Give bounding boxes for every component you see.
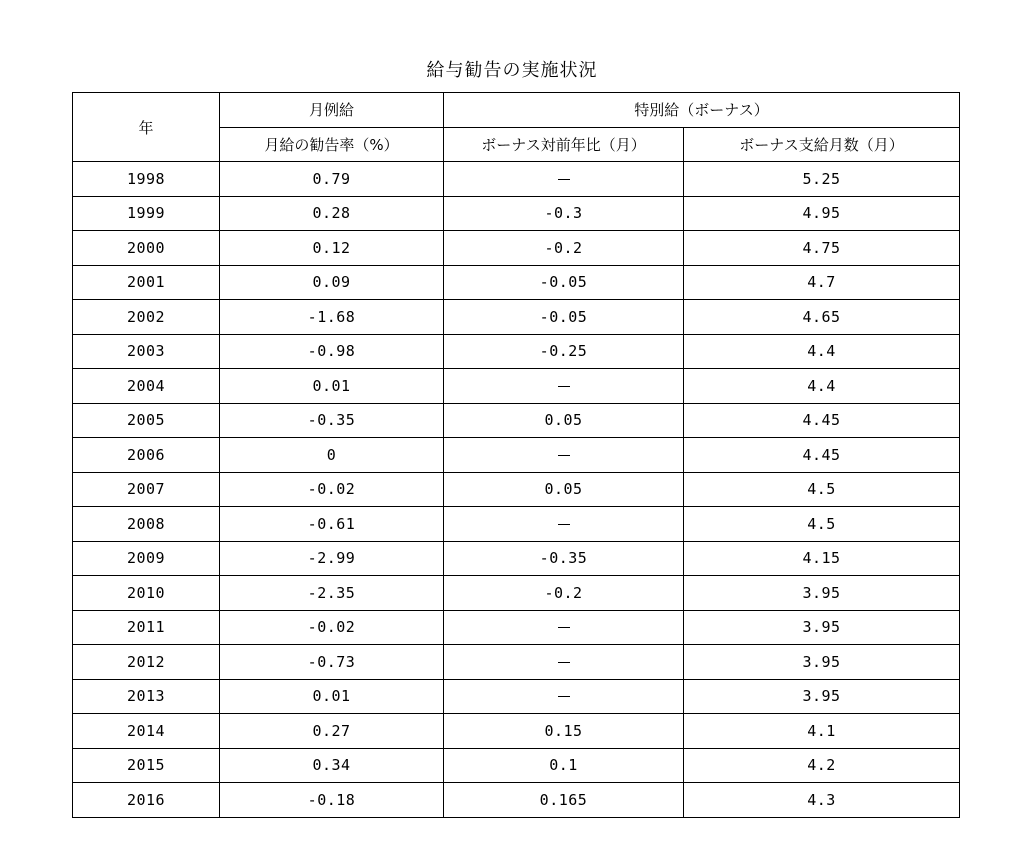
table-row xyxy=(73,783,960,818)
bonus-months-cell: 4.45 xyxy=(684,403,960,438)
bonus-yoy-cell: -0.2 xyxy=(444,231,684,266)
year-cell: 2006 xyxy=(73,438,220,473)
table-row xyxy=(73,265,960,300)
monthly-rate-cell: -0.02 xyxy=(220,610,444,645)
year-cell: 2016 xyxy=(73,783,220,818)
monthly-rate-cell: 0.09 xyxy=(220,265,444,300)
dash-mark xyxy=(558,179,570,180)
monthly-rate-cell: 0.27 xyxy=(220,714,444,749)
dash-mark xyxy=(558,524,570,525)
table-row xyxy=(73,231,960,266)
monthly-rate-cell: 0.01 xyxy=(220,679,444,714)
bonus-months-cell: 4.2 xyxy=(684,748,960,783)
header-row-group xyxy=(73,93,960,128)
bonus-months-cell: 4.65 xyxy=(684,300,960,335)
bonus-months-cell: 4.5 xyxy=(684,507,960,542)
bonus-months-cell: 3.95 xyxy=(684,679,960,714)
table-row xyxy=(73,610,960,645)
bonus-months-cell: 4.75 xyxy=(684,231,960,266)
bonus-months-cell: 4.45 xyxy=(684,438,960,473)
header-special-group: 特別給（ボーナス） xyxy=(444,93,960,128)
year-cell: 2002 xyxy=(73,300,220,335)
year-cell: 2015 xyxy=(73,748,220,783)
monthly-rate-cell: 0 xyxy=(220,438,444,473)
bonus-yoy-cell: -0.05 xyxy=(444,265,684,300)
dash-mark xyxy=(558,386,570,387)
table-row xyxy=(73,300,960,335)
bonus-yoy-cell: -0.3 xyxy=(444,196,684,231)
bonus-yoy-cell: -0.35 xyxy=(444,541,684,576)
monthly-rate-cell: -2.35 xyxy=(220,576,444,611)
year-cell: 2004 xyxy=(73,369,220,404)
year-cell: 2010 xyxy=(73,576,220,611)
bonus-months-cell: 3.95 xyxy=(684,610,960,645)
table-row xyxy=(73,369,960,404)
monthly-rate-cell: -0.98 xyxy=(220,334,444,369)
monthly-rate-cell: -1.68 xyxy=(220,300,444,335)
table-row xyxy=(73,541,960,576)
bonus-yoy-cell: -0.25 xyxy=(444,334,684,369)
bonus-yoy-cell xyxy=(444,438,684,473)
table-row xyxy=(73,196,960,231)
year-cell: 2008 xyxy=(73,507,220,542)
table-row xyxy=(73,748,960,783)
bonus-yoy-cell xyxy=(444,162,684,197)
monthly-rate-cell: 0.34 xyxy=(220,748,444,783)
table-row xyxy=(73,645,960,680)
bonus-yoy-cell: 0.165 xyxy=(444,783,684,818)
table-row xyxy=(73,714,960,749)
header-monthly-group: 月例給 xyxy=(220,93,444,128)
bonus-yoy-cell: 0.15 xyxy=(444,714,684,749)
year-cell: 1999 xyxy=(73,196,220,231)
year-cell: 2011 xyxy=(73,610,220,645)
bonus-months-cell: 4.95 xyxy=(684,196,960,231)
bonus-yoy-cell xyxy=(444,369,684,404)
header-monthly-rate: 月給の勧告率（%） xyxy=(220,127,444,162)
header-bonus-months: ボーナス支給月数（月） xyxy=(684,127,960,162)
table-row xyxy=(73,403,960,438)
salary-recommendation-table xyxy=(72,92,960,818)
bonus-months-cell: 4.15 xyxy=(684,541,960,576)
bonus-yoy-cell xyxy=(444,645,684,680)
monthly-rate-cell: -0.61 xyxy=(220,507,444,542)
monthly-rate-cell: -0.18 xyxy=(220,783,444,818)
bonus-yoy-cell: -0.05 xyxy=(444,300,684,335)
bonus-months-cell: 4.5 xyxy=(684,472,960,507)
dash-mark xyxy=(558,455,570,456)
bonus-months-cell: 4.4 xyxy=(684,334,960,369)
year-cell: 2001 xyxy=(73,265,220,300)
year-cell: 2007 xyxy=(73,472,220,507)
bonus-yoy-cell: 0.1 xyxy=(444,748,684,783)
bonus-months-cell: 4.1 xyxy=(684,714,960,749)
table-header xyxy=(73,93,960,162)
dash-mark xyxy=(558,627,570,628)
year-cell: 2012 xyxy=(73,645,220,680)
monthly-rate-cell: 0.01 xyxy=(220,369,444,404)
table-row xyxy=(73,679,960,714)
bonus-months-cell: 3.95 xyxy=(684,576,960,611)
table-row xyxy=(73,576,960,611)
year-cell: 2009 xyxy=(73,541,220,576)
year-cell: 2013 xyxy=(73,679,220,714)
dash-mark xyxy=(558,696,570,697)
monthly-rate-cell: -0.35 xyxy=(220,403,444,438)
table-row xyxy=(73,162,960,197)
bonus-yoy-cell xyxy=(444,507,684,542)
bonus-yoy-cell: -0.2 xyxy=(444,576,684,611)
table-body xyxy=(73,162,960,818)
bonus-months-cell: 4.4 xyxy=(684,369,960,404)
monthly-rate-cell: 0.28 xyxy=(220,196,444,231)
monthly-rate-cell: 0.12 xyxy=(220,231,444,266)
year-cell: 2005 xyxy=(73,403,220,438)
bonus-yoy-cell xyxy=(444,679,684,714)
monthly-rate-cell: -0.73 xyxy=(220,645,444,680)
bonus-yoy-cell: 0.05 xyxy=(444,472,684,507)
table-row xyxy=(73,334,960,369)
dash-mark xyxy=(558,662,570,663)
table-row xyxy=(73,438,960,473)
bonus-months-cell: 5.25 xyxy=(684,162,960,197)
bonus-months-cell: 4.3 xyxy=(684,783,960,818)
bonus-months-cell: 3.95 xyxy=(684,645,960,680)
year-cell: 2000 xyxy=(73,231,220,266)
bonus-months-cell: 4.7 xyxy=(684,265,960,300)
year-cell: 1998 xyxy=(73,162,220,197)
page-title: 給与勧告の実施状況 xyxy=(426,60,598,81)
table-row xyxy=(73,507,960,542)
year-cell: 2014 xyxy=(73,714,220,749)
header-year: 年 xyxy=(73,93,220,162)
monthly-rate-cell: -0.02 xyxy=(220,472,444,507)
bonus-yoy-cell: 0.05 xyxy=(444,403,684,438)
year-cell: 2003 xyxy=(73,334,220,369)
monthly-rate-cell: 0.79 xyxy=(220,162,444,197)
header-bonus-yoy: ボーナス対前年比（月） xyxy=(444,127,684,162)
monthly-rate-cell: -2.99 xyxy=(220,541,444,576)
bonus-yoy-cell xyxy=(444,610,684,645)
table-row xyxy=(73,472,960,507)
